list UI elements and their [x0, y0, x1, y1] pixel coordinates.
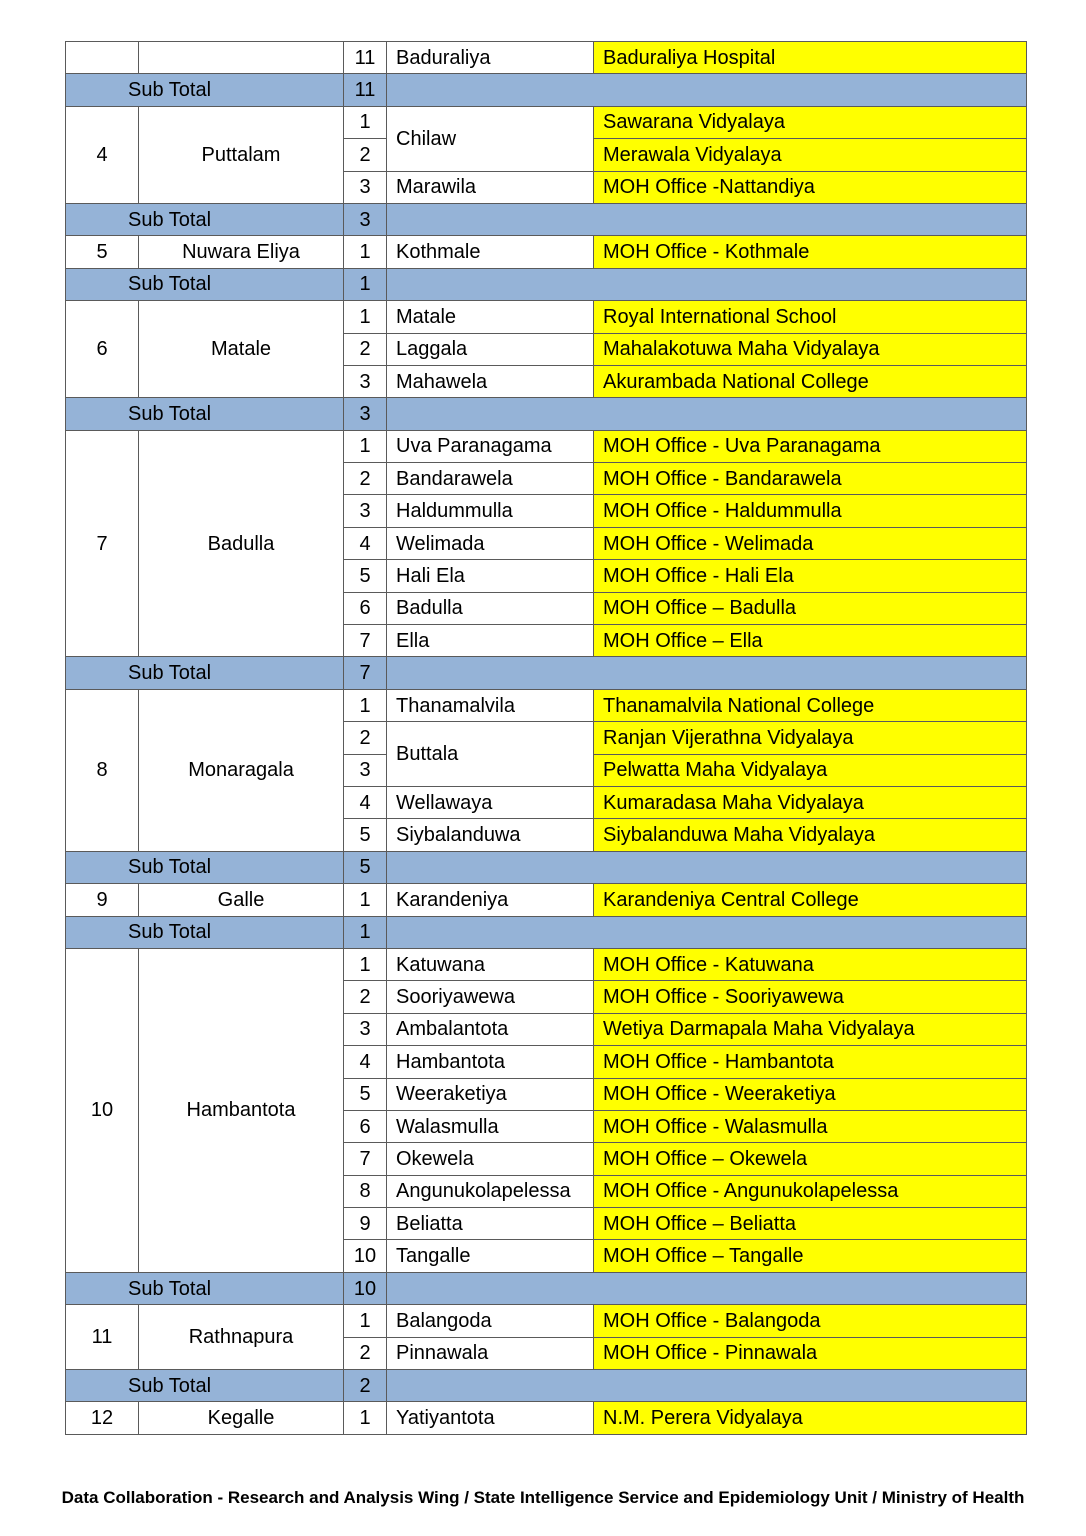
vaccination-centre-cell: Thanamalvila National College: [594, 689, 1027, 721]
vaccination-centre-cell: MOH Office -Nattandiya: [594, 171, 1027, 203]
district-name-cell: Rathnapura: [139, 1305, 344, 1370]
vaccination-centre-cell: MOH Office – Ella: [594, 625, 1027, 657]
row-number-cell: 6: [344, 1110, 387, 1142]
vaccination-centre-cell: Kumaradasa Maha Vidyalaya: [594, 786, 1027, 818]
moh-area-cell: Mahawela: [387, 365, 594, 397]
row-number-cell: 1: [344, 1402, 387, 1434]
vaccination-centre-cell: MOH Office – Okewela: [594, 1143, 1027, 1175]
subtotal-label: Sub Total: [66, 268, 344, 300]
row-number-cell: 1: [344, 301, 387, 333]
row-number-cell: 2: [344, 722, 387, 754]
vaccination-centre-cell: MOH Office - Balangoda: [594, 1305, 1027, 1337]
moh-area-cell: Walasmulla: [387, 1110, 594, 1142]
moh-area-cell: Baduraliya: [387, 42, 594, 74]
subtotal-value: 3: [344, 203, 387, 235]
subtotal-row: [66, 74, 1027, 106]
vaccination-centre-cell: MOH Office - Uva Paranagama: [594, 430, 1027, 462]
district-name-cell: Puttalam: [139, 106, 344, 203]
moh-area-cell: Sooriyawewa: [387, 981, 594, 1013]
vaccination-centre-cell: MOH Office – Badulla: [594, 592, 1027, 624]
moh-area-cell: Yatiyantota: [387, 1402, 594, 1434]
row-number-cell: 2: [344, 1337, 387, 1369]
moh-area-cell: Pinnawala: [387, 1337, 594, 1369]
vaccination-centre-cell: MOH Office - Hambantota: [594, 1046, 1027, 1078]
footer-credit: Data Collaboration - Research and Analysis Wing / State Intelligence Service and Epidemiology Unit / Ministry of Health: [61, 1488, 1025, 1507]
moh-area-cell: Okewela: [387, 1143, 594, 1175]
moh-area-cell: Angunukolapelessa: [387, 1175, 594, 1207]
subtotal-empty-cell: [387, 74, 1027, 106]
vaccination-centre-cell: MOH Office - Hali Ela: [594, 560, 1027, 592]
subtotal-value: 1: [344, 268, 387, 300]
subtotal-label: Sub Total: [66, 851, 344, 883]
table-row: [66, 301, 1027, 333]
row-number-cell: 5: [344, 819, 387, 851]
moh-area-cell: Ambalantota: [387, 1013, 594, 1045]
vaccination-centre-cell: MOH Office - Bandarawela: [594, 463, 1027, 495]
district-number-cell: 5: [66, 236, 139, 268]
vaccination-centre-cell: MOH Office - Weeraketiya: [594, 1078, 1027, 1110]
row-number-cell: 5: [344, 560, 387, 592]
vaccination-centre-cell: Merawala Vidyalaya: [594, 139, 1027, 171]
moh-area-cell: Matale: [387, 301, 594, 333]
row-number-cell: 1: [344, 689, 387, 721]
vaccination-centre-cell: Siybalanduwa Maha Vidyalaya: [594, 819, 1027, 851]
moh-area-cell: Hambantota: [387, 1046, 594, 1078]
subtotal-value: 2: [344, 1370, 387, 1402]
row-number-cell: 8: [344, 1175, 387, 1207]
row-number-cell: 1: [344, 430, 387, 462]
moh-area-cell: Wellawaya: [387, 786, 594, 818]
row-number-cell: 3: [344, 171, 387, 203]
moh-area-cell: Uva Paranagama: [387, 430, 594, 462]
table-row: [66, 236, 1027, 268]
vaccination-centre-cell: MOH Office - Katuwana: [594, 948, 1027, 980]
subtotal-empty-cell: [387, 1272, 1027, 1304]
moh-area-cell: Laggala: [387, 333, 594, 365]
vaccination-centre-cell: Karandeniya Central College: [594, 884, 1027, 916]
district-name-cell: Badulla: [139, 430, 344, 657]
row-number-cell: 7: [344, 625, 387, 657]
vaccination-centre-cell: MOH Office - Pinnawala: [594, 1337, 1027, 1369]
subtotal-empty-cell: [387, 657, 1027, 689]
subtotal-row: [66, 398, 1027, 430]
moh-area-cell: Hali Ela: [387, 560, 594, 592]
vaccination-centre-cell: MOH Office - Angunukolapelessa: [594, 1175, 1027, 1207]
subtotal-row: [66, 851, 1027, 883]
moh-area-cell: Thanamalvila: [387, 689, 594, 721]
vaccination-centre-cell: Wetiya Darmapala Maha Vidyalaya: [594, 1013, 1027, 1045]
subtotal-row: [66, 657, 1027, 689]
district-number-cell: 8: [66, 689, 139, 851]
district-name-cell: Kegalle: [139, 1402, 344, 1434]
row-number-cell: 3: [344, 754, 387, 786]
moh-area-cell: Badulla: [387, 592, 594, 624]
subtotal-empty-cell: [387, 916, 1027, 948]
table-row: [66, 430, 1027, 462]
row-number-cell: 10: [344, 1240, 387, 1272]
district-number-cell: [66, 42, 139, 74]
district-name-cell: Hambantota: [139, 948, 344, 1272]
row-number-cell: 4: [344, 786, 387, 818]
row-number-cell: 1: [344, 1305, 387, 1337]
row-number-cell: 1: [344, 106, 387, 138]
subtotal-label: Sub Total: [66, 203, 344, 235]
subtotal-value: 10: [344, 1272, 387, 1304]
vaccination-centre-cell: N.M. Perera Vidyalaya: [594, 1402, 1027, 1434]
district-name-cell: Matale: [139, 301, 344, 398]
subtotal-label: Sub Total: [66, 74, 344, 106]
vaccination-centre-cell: MOH Office - Walasmulla: [594, 1110, 1027, 1142]
moh-area-cell: Kothmale: [387, 236, 594, 268]
moh-area-cell: Weeraketiya: [387, 1078, 594, 1110]
table-row: [66, 42, 1027, 74]
subtotal-empty-cell: [387, 398, 1027, 430]
row-number-cell: 2: [344, 463, 387, 495]
district-number-cell: 9: [66, 884, 139, 916]
moh-area-cell: Welimada: [387, 527, 594, 559]
subtotal-empty-cell: [387, 1370, 1027, 1402]
vaccination-centre-cell: Sawarana Vidyalaya: [594, 106, 1027, 138]
vaccination-centre-cell: Royal International School: [594, 301, 1027, 333]
vaccination-centre-cell: Pelwatta Maha Vidyalaya: [594, 754, 1027, 786]
table-row: [66, 1402, 1027, 1434]
subtotal-row: [66, 268, 1027, 300]
vaccination-centre-cell: MOH Office - Haldummulla: [594, 495, 1027, 527]
moh-area-cell: Balangoda: [387, 1305, 594, 1337]
row-number-cell: 5: [344, 1078, 387, 1110]
subtotal-empty-cell: [387, 268, 1027, 300]
moh-area-cell: Karandeniya: [387, 884, 594, 916]
row-number-cell: 2: [344, 139, 387, 171]
district-number-cell: 7: [66, 430, 139, 657]
vaccination-centre-cell: Akurambada National College: [594, 365, 1027, 397]
vaccination-centre-cell: MOH Office – Tangalle: [594, 1240, 1027, 1272]
subtotal-empty-cell: [387, 851, 1027, 883]
vaccination-centre-cell: Mahalakotuwa Maha Vidyalaya: [594, 333, 1027, 365]
vaccination-centre-cell: Ranjan Vijerathna Vidyalaya: [594, 722, 1027, 754]
table-row: [66, 689, 1027, 721]
table-row: [66, 1305, 1027, 1337]
subtotal-label: Sub Total: [66, 398, 344, 430]
subtotal-label: Sub Total: [66, 657, 344, 689]
vaccination-centre-cell: MOH Office - Sooriyawewa: [594, 981, 1027, 1013]
row-number-cell: 4: [344, 1046, 387, 1078]
district-name-cell: Galle: [139, 884, 344, 916]
vaccination-centre-cell: Baduraliya Hospital: [594, 42, 1027, 74]
subtotal-value: 7: [344, 657, 387, 689]
row-number-cell: 6: [344, 592, 387, 624]
subtotal-empty-cell: [387, 203, 1027, 235]
row-number-cell: 1: [344, 884, 387, 916]
row-number-cell: 3: [344, 365, 387, 397]
vaccination-centre-cell: MOH Office – Beliatta: [594, 1208, 1027, 1240]
moh-area-cell: Katuwana: [387, 948, 594, 980]
district-number-cell: 4: [66, 106, 139, 203]
row-number-cell: 1: [344, 948, 387, 980]
subtotal-value: 1: [344, 916, 387, 948]
moh-area-cell: Marawila: [387, 171, 594, 203]
row-number-cell: 1: [344, 236, 387, 268]
subtotal-value: 5: [344, 851, 387, 883]
district-number-cell: 11: [66, 1305, 139, 1370]
row-number-cell: 2: [344, 333, 387, 365]
moh-area-cell: Buttala: [387, 722, 594, 787]
district-name-cell: Nuwara Eliya: [139, 236, 344, 268]
vaccination-centre-cell: MOH Office - Kothmale: [594, 236, 1027, 268]
row-number-cell: 11: [344, 42, 387, 74]
moh-area-cell: Siybalanduwa: [387, 819, 594, 851]
table-row: [66, 106, 1027, 138]
district-name-cell: Monaragala: [139, 689, 344, 851]
moh-area-cell: Haldummulla: [387, 495, 594, 527]
subtotal-value: 11: [344, 74, 387, 106]
row-number-cell: 3: [344, 1013, 387, 1045]
moh-area-cell: Chilaw: [387, 106, 594, 171]
row-number-cell: 4: [344, 527, 387, 559]
subtotal-row: [66, 916, 1027, 948]
moh-area-cell: Bandarawela: [387, 463, 594, 495]
moh-area-cell: Beliatta: [387, 1208, 594, 1240]
row-number-cell: 9: [344, 1208, 387, 1240]
row-number-cell: 2: [344, 981, 387, 1013]
subtotal-label: Sub Total: [66, 1370, 344, 1402]
subtotal-row: [66, 1272, 1027, 1304]
vaccination-centres-table: [65, 41, 1027, 1435]
moh-area-cell: Tangalle: [387, 1240, 594, 1272]
subtotal-row: [66, 1370, 1027, 1402]
district-number-cell: 12: [66, 1402, 139, 1434]
moh-area-cell: Ella: [387, 625, 594, 657]
subtotal-label: Sub Total: [66, 1272, 344, 1304]
vaccination-centre-cell: MOH Office - Welimada: [594, 527, 1027, 559]
district-name-cell: [139, 42, 344, 74]
subtotal-label: Sub Total: [66, 916, 344, 948]
row-number-cell: 3: [344, 495, 387, 527]
table-row: [66, 884, 1027, 916]
district-number-cell: 6: [66, 301, 139, 398]
table-row: [66, 948, 1027, 980]
district-number-cell: 10: [66, 948, 139, 1272]
row-number-cell: 7: [344, 1143, 387, 1175]
subtotal-value: 3: [344, 398, 387, 430]
subtotal-row: [66, 203, 1027, 235]
